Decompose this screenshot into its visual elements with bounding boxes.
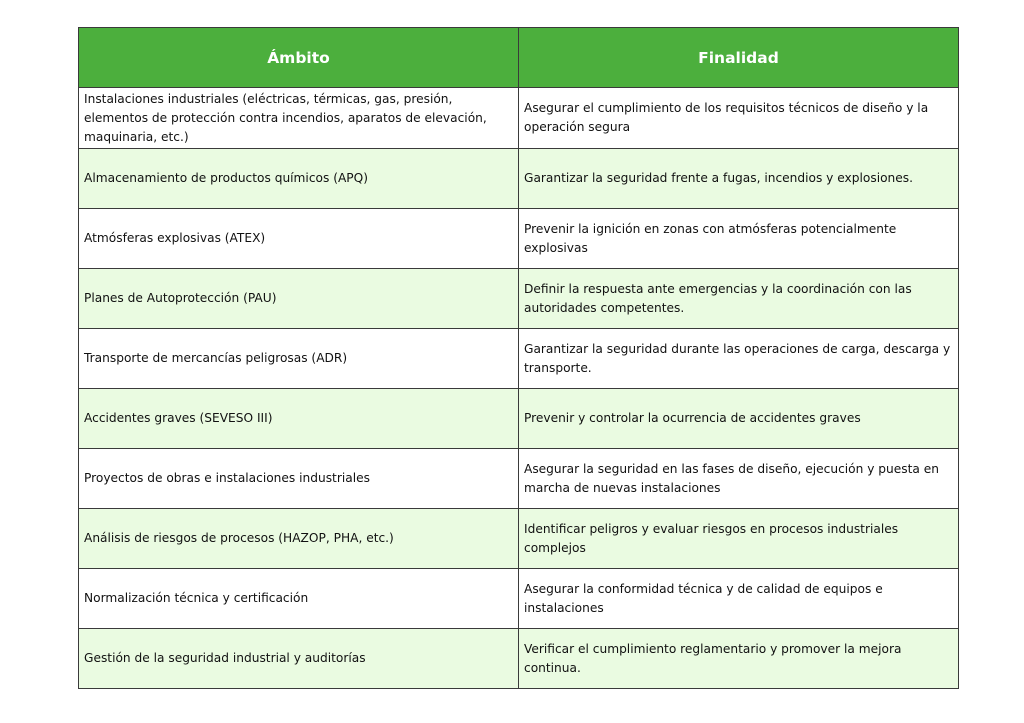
header-ambito: Ámbito: [79, 28, 519, 88]
cell-finalidad: Prevenir la ignición en zonas con atmósferas potencialmente explosivas: [519, 209, 959, 269]
cell-ambito: Proyectos de obras e instalaciones industriales: [79, 449, 519, 509]
table-header-row: [79, 28, 959, 88]
table-row: [79, 329, 959, 389]
cell-ambito: Gestión de la seguridad industrial y auditorías: [79, 629, 519, 689]
cell-finalidad: Verificar el cumplimiento reglamentario y promover la mejora continua.: [519, 629, 959, 689]
cell-finalidad: Asegurar el cumplimiento de los requisitos técnicos de diseño y la operación segura: [519, 88, 959, 149]
cell-finalidad: Identificar peligros y evaluar riesgos en procesos industriales complejos: [519, 509, 959, 569]
cell-finalidad: Definir la respuesta ante emergencias y la coordinación con las autoridades competentes.: [519, 269, 959, 329]
cell-ambito: Atmósferas explosivas (ATEX): [79, 209, 519, 269]
cell-finalidad: Asegurar la seguridad en las fases de diseño, ejecución y puesta en marcha de nuevas instalaciones: [519, 449, 959, 509]
cell-finalidad: Garantizar la seguridad frente a fugas, incendios y explosiones.: [519, 149, 959, 209]
cell-finalidad: Asegurar la conformidad técnica y de calidad de equipos e instalaciones: [519, 569, 959, 629]
cell-finalidad: Prevenir y controlar la ocurrencia de accidentes graves: [519, 389, 959, 449]
table-row: [79, 389, 959, 449]
table-row: [79, 449, 959, 509]
cell-ambito: Instalaciones industriales (eléctricas, térmicas, gas, presión, elementos de protección contra incendios, aparatos de elevación, maquinaria, etc.): [79, 88, 519, 149]
table-row: [79, 569, 959, 629]
cell-ambito: Accidentes graves (SEVESO III): [79, 389, 519, 449]
cell-ambito: Almacenamiento de productos químicos (APQ): [79, 149, 519, 209]
table-row: [79, 209, 959, 269]
ambito-finalidad-table-container: [78, 27, 958, 689]
cell-ambito: Planes de Autoprotección (PAU): [79, 269, 519, 329]
cell-ambito: Normalización técnica y certificación: [79, 569, 519, 629]
table-row: [79, 509, 959, 569]
cell-finalidad: Garantizar la seguridad durante las operaciones de carga, descarga y transporte.: [519, 329, 959, 389]
table-row: [79, 88, 959, 149]
header-finalidad: Finalidad: [519, 28, 959, 88]
table-row: [79, 629, 959, 689]
ambito-finalidad-table: [78, 27, 959, 689]
cell-ambito: Análisis de riesgos de procesos (HAZOP, PHA, etc.): [79, 509, 519, 569]
cell-ambito: Transporte de mercancías peligrosas (ADR): [79, 329, 519, 389]
table-row: [79, 149, 959, 209]
table-row: [79, 269, 959, 329]
